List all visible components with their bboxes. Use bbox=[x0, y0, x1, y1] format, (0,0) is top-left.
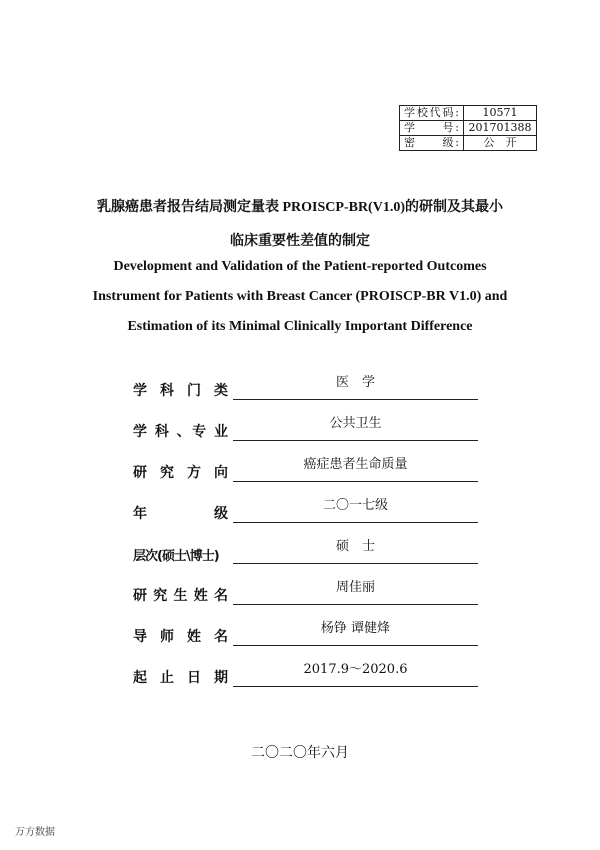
field-grade bbox=[133, 493, 478, 523]
security-level-label: 密 级: bbox=[400, 136, 464, 151]
field-label: 研 究 生 姓 名 bbox=[133, 588, 228, 604]
student-id-label: 学 号: bbox=[400, 121, 464, 136]
title-en-line-3: Estimation of its Minimal Clinically Important Difference bbox=[127, 319, 473, 334]
field-value: 癌症患者生命质量 bbox=[303, 457, 408, 472]
underline bbox=[233, 440, 478, 441]
field-label: 年 级 bbox=[133, 506, 228, 522]
field-label: 学 科 、专 业 bbox=[133, 424, 228, 440]
security-level-value: 公 开 bbox=[464, 136, 537, 151]
field-value: 2017.9～2020.6 bbox=[303, 662, 408, 677]
title-cn-line-2: 临床重要性差值的制定 bbox=[230, 234, 370, 249]
field-value: 杨铮 谭健烽 bbox=[320, 621, 391, 636]
field-label: 导 师 姓 名 bbox=[133, 629, 228, 645]
underline bbox=[233, 604, 478, 605]
field-discipline bbox=[133, 370, 478, 400]
field-value: 公共卫生 bbox=[329, 416, 382, 431]
underline bbox=[233, 686, 478, 687]
student-id-value: 201701388 bbox=[464, 121, 537, 136]
field-value: 二〇一七级 bbox=[322, 498, 388, 513]
school-code-value: 10571 bbox=[464, 106, 537, 121]
field-label: 起 止 日 期 bbox=[133, 670, 228, 686]
field-label: 研 究 方 向 bbox=[133, 465, 228, 481]
title-en-line-2: Instrument for Patients with Breast Cancer (PROISCP-BR V1.0) and bbox=[92, 289, 508, 304]
field-label: 学 科 门 类 bbox=[133, 383, 228, 399]
field-label: 层次(硕士\博士) bbox=[133, 549, 219, 564]
field-student-name bbox=[133, 575, 478, 605]
field-period bbox=[133, 657, 478, 687]
field-value: 硕 士 bbox=[335, 539, 375, 554]
field-value: 周佳丽 bbox=[335, 580, 375, 595]
table-row bbox=[400, 106, 537, 121]
field-major bbox=[133, 411, 478, 441]
underline bbox=[233, 563, 478, 564]
underline bbox=[233, 399, 478, 400]
field-degree-level bbox=[133, 534, 478, 564]
submission-date: 二〇二〇年六月 bbox=[251, 745, 349, 761]
title-en-line-1: Development and Validation of the Patient-reported Outcomes bbox=[113, 259, 487, 274]
school-code-label: 学校代码: bbox=[400, 106, 464, 121]
table-row bbox=[400, 136, 537, 151]
title-cn-line-1: 乳腺癌患者报告结局测定量表 PROISCP-BR(V1.0)的研制及其最小 bbox=[97, 200, 503, 215]
field-value: 医 学 bbox=[335, 375, 375, 390]
school-info-table bbox=[399, 105, 537, 151]
table-row bbox=[400, 121, 537, 136]
underline bbox=[233, 481, 478, 482]
underline bbox=[233, 645, 478, 646]
field-research-direction bbox=[133, 452, 478, 482]
underline bbox=[233, 522, 478, 523]
field-supervisor bbox=[133, 616, 478, 646]
watermark: 万方数据 bbox=[15, 827, 55, 838]
